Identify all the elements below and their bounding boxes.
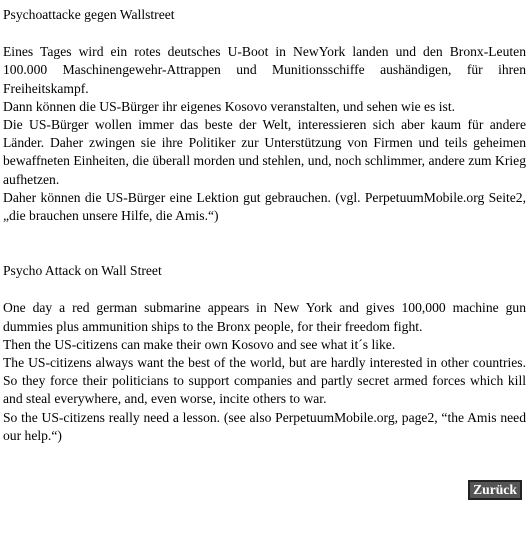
english-paragraph-2: Then the US-citizens can make their own Kosovo and see what it´s like. [3,336,396,352]
english-paragraph-1: One day a red german submarine appears in New York and gives 100,000 machine gun dummies plus ammunition ships to the Bronx people, for their freedom fight. [3,300,526,334]
english-paragraph-3: The US-citizens always want the best of the world, but are hardly interested in other countries. So they force their politicians to support companies and partly secret armed forces which kill and steal everywhere, and, even worse, incite others to war. [3,355,526,407]
german-paragraph-1: Eines Tages wird ein rotes deutsches U-Boot in NewYork landen und den Bronx-Leuten 100.000 Maschinengewehr-Attrappen und Munitionsschiffe aushändigen, für ihren Freiheitskampf. [3,44,526,96]
spacer [3,225,526,262]
spacer [3,280,526,299]
english-title: Psycho Attack on Wall Street [3,263,162,279]
page-content [3,6,526,445]
german-paragraph-4: Daher können die US-Bürger eine Lektion gut gebrauchen. (vgl. PerpetuumMobile.org Seite2, „die brauchen unsere Hilfe, die Amis.“) [3,189,526,224]
german-paragraph-3: Die US-Bürger wollen immer das beste der Welt, interessieren sich aber kaum für andere Länder. Daher zwingen sie ihre Politiker zur Unterstützung von Firmen und teils geheimen bewaffneten Einheiten, die überall morden und stehlen, und, noch schlimmer, andere zum Krieg aufhetzen. [3,117,526,187]
english-paragraph-4: So the US-citizens really need a lesson. (see also PerpetuumMobile.org, page2, “the Amis need our help.“) [3,409,526,443]
spacer [3,24,526,43]
back-button[interactable]: Zurück [468,480,522,500]
german-paragraph-2: Dann können die US-Bürger ihr eigenes Kosovo veranstalten, und sehen wie es ist. [3,98,456,114]
german-title: Psychoattacke gegen Wallstreet [3,7,175,22]
